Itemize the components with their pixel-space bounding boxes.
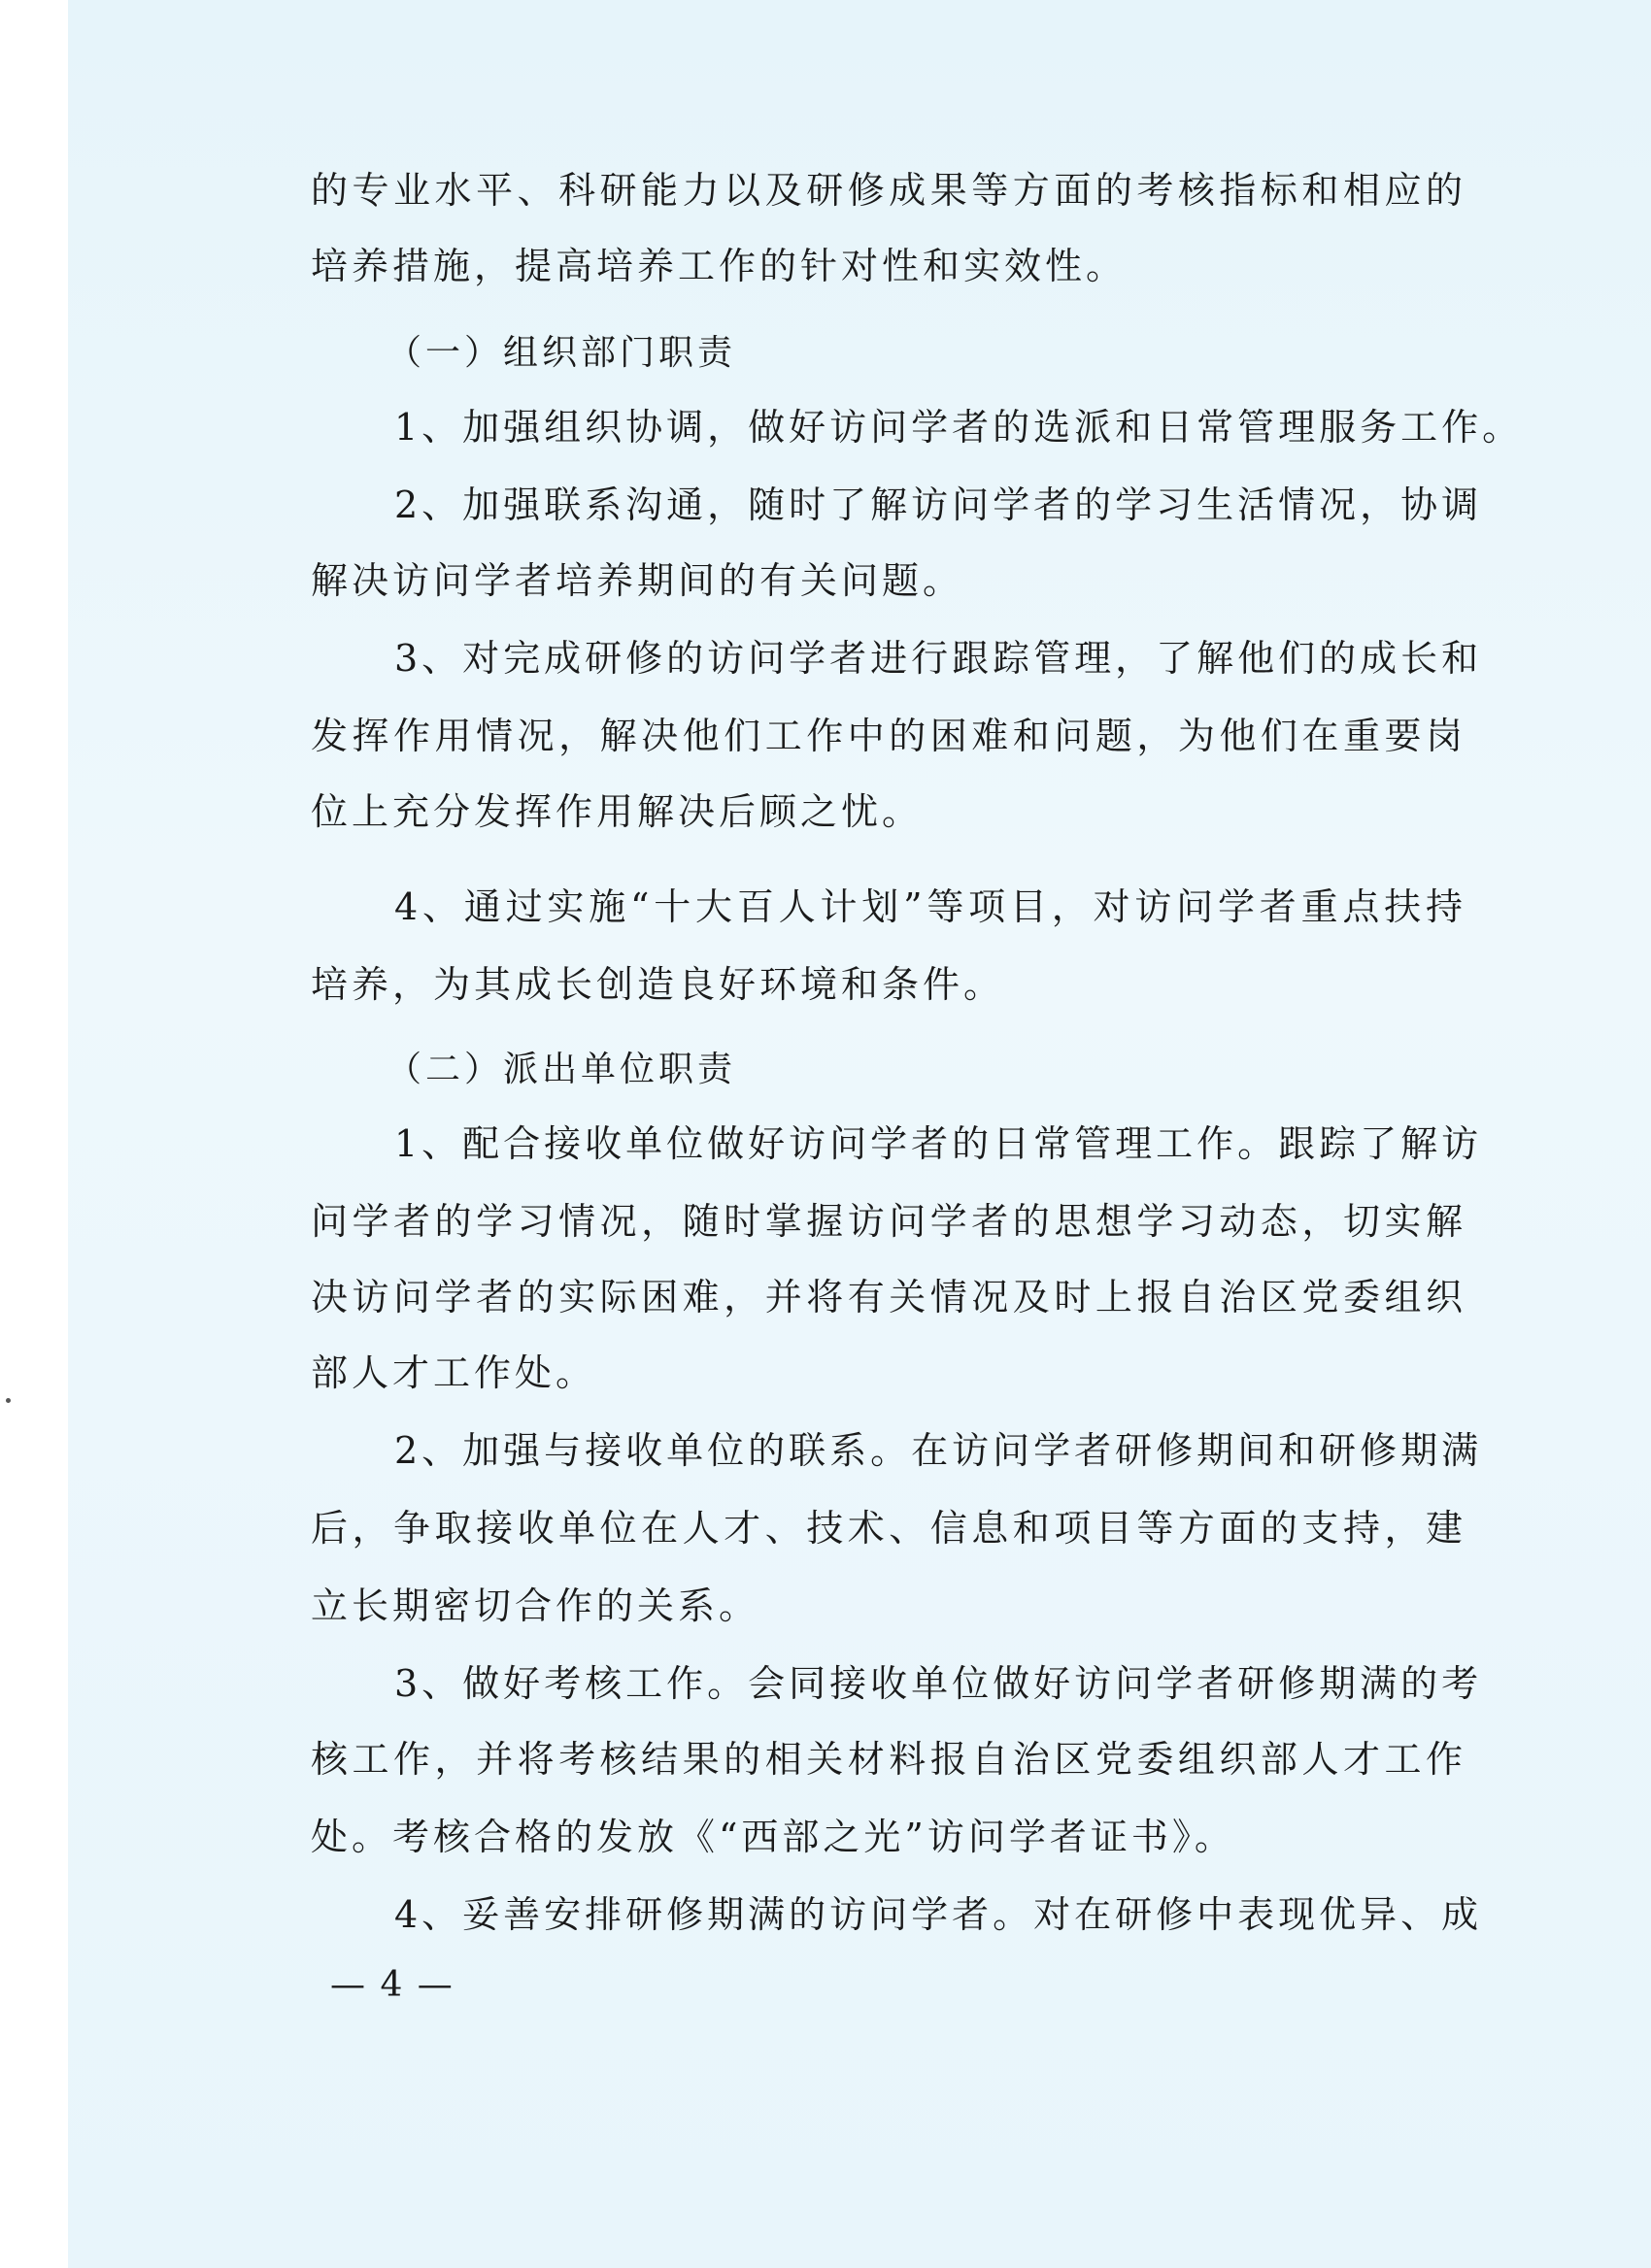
scan-margin (0, 0, 68, 2268)
body-line-15: 决访问学者的实际困难，并将有关情况及时上报自治区党委组织 (311, 1276, 1466, 1318)
body-line-19: 立长期密切合作的关系。 (311, 1584, 760, 1627)
body-line-13: 1、配合接收单位做好访问学者的日常管理工作。跟踪了解访 (394, 1122, 1483, 1165)
body-line-14: 问学者的学习情况，随时掌握访问学者的思想学习动态，切实解 (311, 1200, 1466, 1243)
body-line-18: 后，争取接收单位在人才、技术、信息和项目等方面的支持，建 (311, 1507, 1466, 1550)
body-line-22: 处。考核合格的发放《“西部之光”访问学者证书》。 (311, 1816, 1235, 1858)
section-heading-1: （一）组织部门职责 (387, 333, 737, 373)
body-line-11: 培养，为其成长创造良好环境和条件。 (311, 963, 1005, 1006)
body-line-5: 2、加强联系沟通，随时了解访问学者的学习生活情况，协调 (394, 484, 1483, 526)
body-line-1: 的专业水平、科研能力以及研修成果等方面的考核指标和相应的 (311, 169, 1466, 212)
body-line-10: 4、通过实施“十大百人计划”等项目，对访问学者重点扶持 (394, 885, 1466, 928)
body-line-9: 位上充分发挥作用解决后顾之忧。 (311, 790, 924, 833)
section-heading-2: （二）派出单位职责 (387, 1050, 737, 1089)
body-line-16: 部人才工作处。 (311, 1351, 597, 1394)
body-line-21: 核工作，并将考核结果的相关材料报自治区党委组织部人才工作 (311, 1738, 1466, 1781)
body-line-2: 培养措施，提高培养工作的针对性和实效性。 (311, 245, 1128, 287)
body-line-4: 1、加强组织协调，做好访问学者的选派和日常管理服务工作。 (394, 406, 1524, 449)
body-line-23: 4、妥善安排研修期满的访问学者。对在研修中表现优异、成 (394, 1893, 1483, 1936)
body-line-8: 发挥作用情况，解决他们工作中的困难和问题，为他们在重要岗 (311, 715, 1466, 757)
body-line-6: 解决访问学者培养期间的有关问题。 (311, 559, 964, 602)
scan-speck (6, 1398, 11, 1403)
body-line-20: 3、做好考核工作。会同接收单位做好访问学者研修期满的考 (394, 1662, 1483, 1705)
page-number: — 4 — (330, 1965, 455, 2005)
body-line-7: 3、对完成研修的访问学者进行跟踪管理，了解他们的成长和 (394, 637, 1483, 680)
body-line-17: 2、加强与接收单位的联系。在访问学者研修期间和研修期满 (394, 1429, 1483, 1472)
